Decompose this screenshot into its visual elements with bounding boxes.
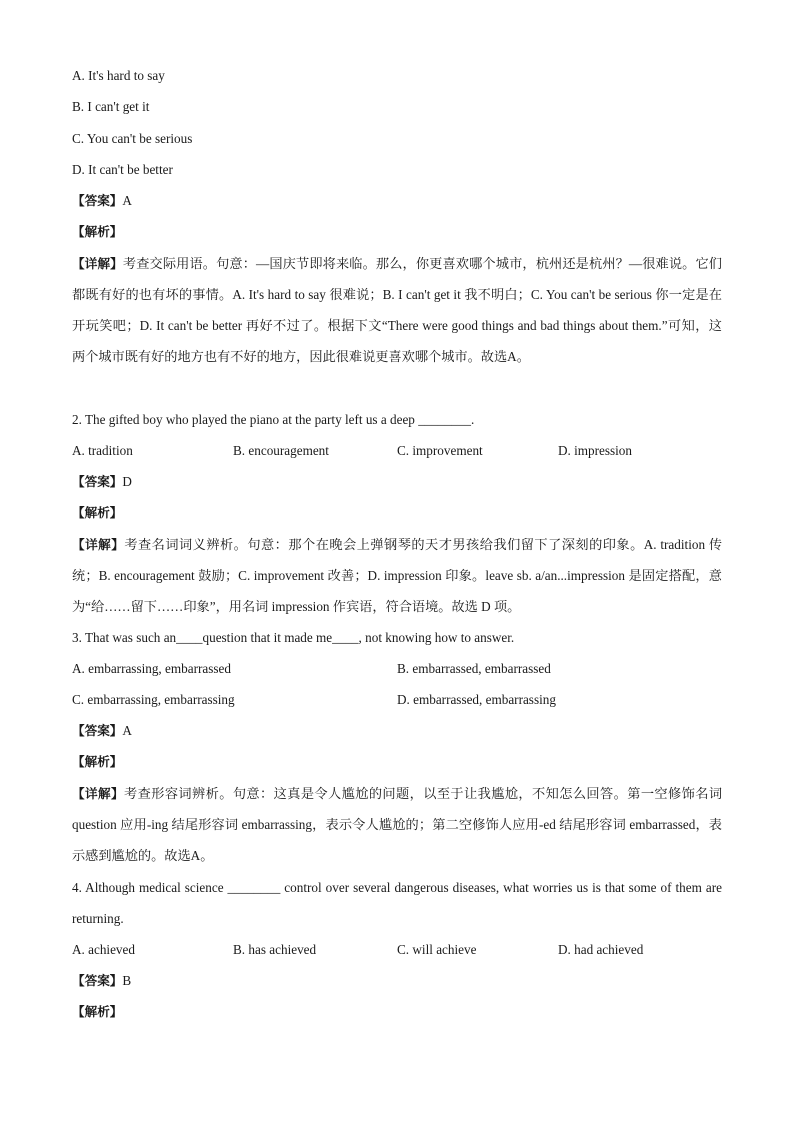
q1-option-d: D. It can't be better (72, 162, 173, 177)
q2-option-c: C. improvement (397, 443, 483, 458)
q3-detail (72, 778, 722, 871)
answer-value: A (122, 193, 132, 208)
q4-stem: 4. Although medical science ________ control over several dangerous diseases, what worries us is that some of them are returning. (72, 880, 722, 926)
q2-option-a: A. tradition (72, 443, 133, 458)
q3-option-b: B. embarrassed, embarrassed (397, 661, 551, 676)
q4-option-d: D. had achieved (558, 942, 644, 957)
detail-text: 考查交际用语。句意：—国庆节即将来临。那么，你更喜欢哪个城市，杭州还是杭州？—很难说。它们都既有好的也有坏的事情。A. It's hard to say 很难说；B. I can't get it 我不明白；C. You can't be serious 你一定是在开玩笑吧；D. It can't be better 再好不过了。根据下文“There were good things and bad things about them.”可知，这两个城市既有好的地方也有不好的地方，因此很难说更喜欢哪个城市。故选A。 (72, 256, 722, 364)
answer-label: 【答案】 (72, 723, 123, 738)
answer-value: D (122, 474, 132, 489)
q2-detail (72, 529, 722, 622)
q3-analysis-label: 【解析】 (72, 754, 123, 769)
q4-option-a: A. achieved (72, 942, 135, 957)
q3-option-c: C. embarrassing, embarrassing (72, 692, 235, 707)
q1-option-a: A. It's hard to say (72, 68, 165, 83)
q3-stem: 3. That was such an____question that it made me____, not knowing how to answer. (72, 630, 515, 645)
q1-detail (72, 248, 722, 372)
detail-text: 考查形容词辨析。句意：这真是令人尴尬的问题，以至于让我尴尬，不知怎么回答。第一空修饰名词 question 应用-ing 结尾形容词 embarrassing，表示令人尴尬的；第二空修饰人应用-ed 结尾形容词 embarrassed，表示感到尴尬的。故选A。 (72, 786, 723, 863)
answer-label: 【答案】 (72, 193, 123, 208)
q4-answer-line (72, 972, 131, 990)
answer-label: 【答案】 (72, 973, 123, 988)
q1-option-c: C. You can't be serious (72, 131, 193, 146)
detail-label: 【详解】 (72, 537, 125, 552)
q2-analysis-label: 【解析】 (72, 505, 123, 520)
q3-answer-line (72, 722, 132, 740)
q1-answer-line (72, 192, 132, 210)
q4-option-b: B. has achieved (233, 942, 317, 957)
q2-answer-line (72, 473, 132, 491)
q2-stem: 2. The gifted boy who played the piano at the party left us a deep ________. (72, 412, 475, 427)
answer-value: B (122, 973, 132, 988)
q2-option-b: B. encouragement (233, 443, 329, 458)
q1-analysis-label: 【解析】 (72, 224, 123, 239)
answer-value: A (122, 723, 132, 738)
q4-option-c: C. will achieve (397, 942, 477, 957)
q2-option-d: D. impression (558, 443, 632, 458)
q3-option-d: D. embarrassed, embarrassing (397, 692, 556, 707)
answer-label: 【答案】 (72, 474, 123, 489)
q1-option-b: B. I can't get it (72, 99, 150, 114)
q3-option-a: A. embarrassing, embarrassed (72, 661, 231, 676)
q4-analysis-label: 【解析】 (72, 1004, 123, 1019)
detail-text: 考查名词词义辨析。句意：那个在晚会上弹钢琴的天才男孩给我们留下了深刻的印象。A. tradition 传统；B. encouragement 鼓励；C. improvement 改善；D. impression 印象。leave sb. a/an...impression 是固定搭配，意为“给……留下……印象”，用名词 impression 作宾语，符合语境。故选 D 项。 (72, 537, 723, 614)
detail-label: 【详解】 (72, 786, 125, 801)
detail-label: 【详解】 (72, 256, 123, 271)
